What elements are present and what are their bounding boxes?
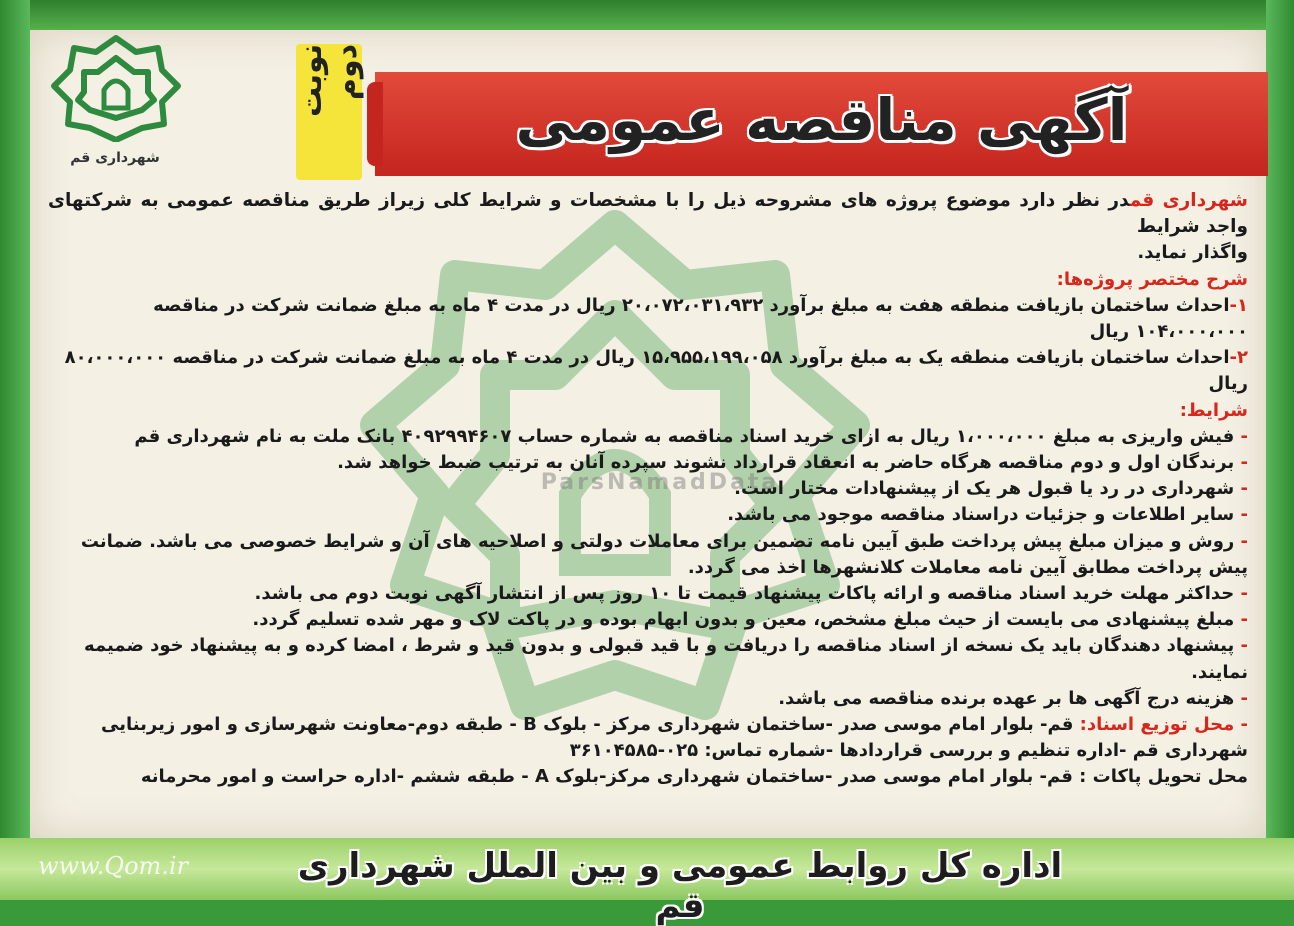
conditions-heading: شرایط: [1179,399,1248,421]
delivery-paragraph: محل تحویل پاکات : قم- بلوار امام موسی صدر -ساختمان شهرداری مرکز-بلوک A - طبقه ششم -اداره حراست و امور محرمانه [140,766,1248,788]
footer-department: اداره کل روابط عمومی و بین الملل شهرداری قم [297,846,1063,926]
condition-item: - سایر اطلاعات و جزئیات دراسناد مناقصه موجود می باشد. [48,502,1248,528]
intro-paragraph [48,188,1248,240]
condition-item: - پیشنهاد دهندگان باید یک نسخه از اسناد مناقصه را دریافت و با قید قبولی و بدون قید و شرط ، امضا کرده و به پیشنهاد خود ضمیمه نمایند. [48,633,1248,685]
distribution-text: قم- بلوار امام موسی صدر -ساختمان شهرداری مرکز - بلوک B - طبقه دوم-معاونت شهرسازی و امور زیربنایی شهرداری قم -اداره تنظیم و بررسی قراردادها -شماره تماس: ۰۲۵-۳۶۱۰۴۵۸۵ [101,714,1248,762]
qom-municipality-logo-icon [50,34,182,142]
condition-item: - روش و میزان مبلغ پیش پرداخت طبق آیین نامه تضمین برای معاملات دولتی و اصلاحیه های آن و شرایط خصوصی می باشد. ضمانت پیش پرداخت مطابق آیین نامه معاملات کلانشهرها اخذ می گردد. [48,529,1248,581]
condition-item: - برندگان اول و دوم مناقصه هرگاه حاضر به انعقاد قرارداد نشوند سپرده آنان به ترتیب ضبط خواهد شد. [48,450,1248,476]
project-item: ۲-احداث ساختمان بازیافت منطقه یک به مبلغ برآورد ۱۵،۹۵۵،۱۹۹،۰۵۸ ریال در مدت ۴ ماه به مبلغ ضمانت شرکت در مناقصه ۸۰،۰۰۰،۰۰۰ ریال [64,347,1248,395]
intro-org: شهرداری قم [1129,190,1248,211]
distribution-paragraph [48,712,1248,764]
website-url: www.Qom.ir [38,852,189,880]
frame-left [0,0,30,900]
watermark-text: ParsNamadData [540,470,780,495]
condition-item: - حداکثر مهلت خرید اسناد مناقصه و ارائه پاکات پیشنهاد قیمت تا ۱۰ روز پس از انتشار آگهی نوبت دوم می باشد. [48,581,1248,607]
condition-item: - هزینه درج آگهی ها بر عهده برنده مناقصه می باشد. [48,686,1248,712]
condition-item: - شهرداری در رد یا قبول هر یک از پیشنهادات مختار است. [48,476,1248,502]
condition-item: - مبلغ پیشنهادی می بایست از حیث مبلغ مشخص، معین و بدون ابهام بوده و در پاکت لاک و مهر شده تسلیم گردد. [48,607,1248,633]
frame-right [1266,0,1294,900]
intro-text: در نظر دارد موضوع پروژه های مشروحه ذیل را با مشخصات و شرایط کلی زیراز طریق مناقصه عمومی به شرکتهای واجد شرایط [48,190,1248,238]
projects-heading: شرح مختصر پروژه‌ها: [1056,268,1248,290]
frame-top [0,0,1294,30]
project-item: ۱-احداث ساختمان بازیافت منطقه هفت به مبلغ برآورد ۲۰،۰۷۲،۰۳۱،۹۳۲ ریال در مدت ۴ ماه به مبلغ ضمانت شرکت در مناقصه ۱۰۴،۰۰۰،۰۰۰ ریال [153,294,1248,343]
notice-body [48,188,1248,791]
round-tag [296,44,362,180]
condition-item: - فیش واریزی به مبلغ ۱،۰۰۰،۰۰۰ ریال به ازای خرید اسناد مناقصه به شماره حساب ۴۰۹۲۹۹۴۶۰۷ بانک ملت به نام شهرداری قم [48,424,1248,450]
distribution-label: - محل توزیع اسناد: [1080,714,1248,735]
title-banner [375,72,1268,176]
logo-caption: شهرداری قم [70,150,160,166]
round-tag-label: نوبت دوم [294,44,364,118]
intro-text-line2: واگذار نماید. [1137,242,1248,264]
page-title: آگهی مناقصه عمومی [515,86,1128,154]
